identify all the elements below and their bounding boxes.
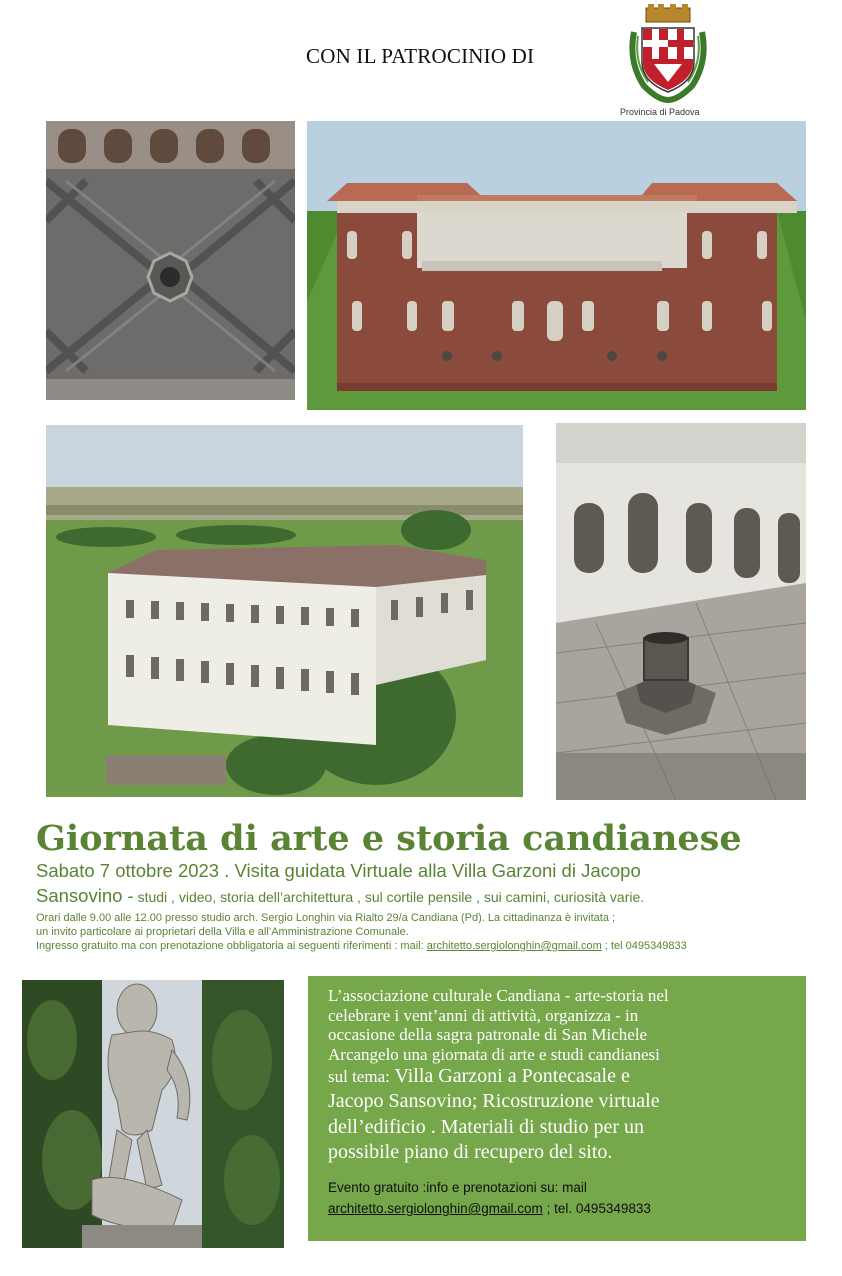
event-subtitle-line2 xyxy=(36,885,644,907)
event-subtitle-line1: Sabato 7 ottobre 2023 . Visita guidata Virtuale alla Villa Garzoni di Jacopo xyxy=(36,860,641,881)
info-booking-prefix: Ingresso gratuito ma con prenotazione obbligatoria ai seguenti riferimenti : mail: xyxy=(36,940,427,952)
description-line xyxy=(328,1064,798,1089)
panel-phone: ; tel. 0495349833 xyxy=(542,1201,651,1216)
description-line: celebrare i vent’anni di attività, organizza - in xyxy=(328,1005,639,1025)
province-crest-icon xyxy=(624,2,712,106)
villa-aerial-photo xyxy=(46,425,523,797)
subtitle-topics: studi , video, storia dell’architettura , sul cortile pensile , sui camini, curiosità varie. xyxy=(133,889,645,905)
event-title: Giornata di arte e storia candianese xyxy=(36,818,742,859)
description-theme-label: sul tema: xyxy=(328,1067,390,1086)
crest-caption: Provincia di Padova xyxy=(620,107,700,117)
info-phone: ; tel 0495349833 xyxy=(601,940,687,952)
description-line: occasione della sagra patronale di San Michele xyxy=(328,1025,648,1044)
panel-footer-info: Evento gratuito :info e prenotazioni su: mail xyxy=(328,1180,587,1195)
description-line: Jacopo Sansovino; Ricostruzione virtuale xyxy=(328,1090,660,1112)
ceiling-photo xyxy=(46,121,295,400)
description-text xyxy=(328,986,798,1166)
info-hours: Orari dalle 9.00 alle 12.00 presso studio arch. Sergio Longhin via Rialto 29/a Candiana (Pd). La cittadinanza è invitata ; xyxy=(36,912,616,924)
villa-3d-render xyxy=(307,121,806,410)
subtitle-sansovino: Sansovino - xyxy=(36,885,134,906)
panel-footer-contact xyxy=(328,1201,651,1216)
description-line: Arcangelo una giornata di arte e studi candianesi xyxy=(328,1044,660,1064)
statue-photo xyxy=(22,980,284,1248)
courtyard-well-photo xyxy=(556,423,806,800)
description-line: dell’edificio . Materiali di studio per un xyxy=(328,1115,645,1138)
info-booking xyxy=(36,940,687,952)
info-email-link[interactable]: architetto.sergiolonghin@gmail.com xyxy=(426,940,602,952)
panel-email-link[interactable]: architetto.sergiolonghin@gmail.com xyxy=(328,1201,543,1216)
description-line: L’associazione culturale Candiana - arte-storia nel xyxy=(328,986,669,1005)
description-line: possibile piano di recupero del sito. xyxy=(328,1141,613,1163)
description-theme-title: Villa Garzoni a Pontecasale e xyxy=(389,1065,630,1087)
patronage-heading: CON IL PATROCINIO DI xyxy=(306,44,535,68)
info-invitation: un invito particolare ai proprietari della Villa e all’Amministrazione Comunale. xyxy=(36,926,409,938)
